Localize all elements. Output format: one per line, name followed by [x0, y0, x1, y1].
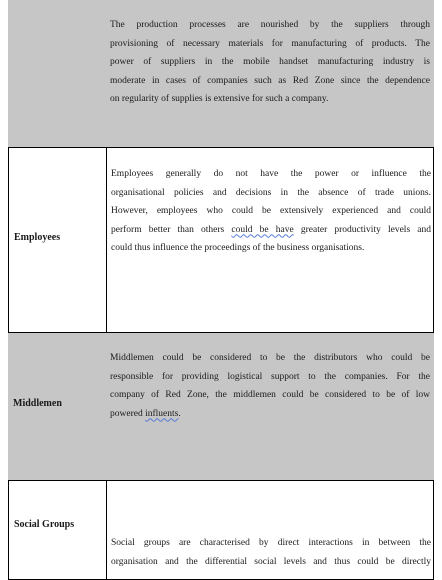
- middlemen-label: Middlemen: [13, 398, 62, 409]
- spelling-squiggle[interactable]: influents: [145, 408, 179, 419]
- employees-label: Employees: [14, 232, 61, 243]
- grammar-squiggle[interactable]: could be have: [231, 224, 294, 235]
- column-divider: [106, 481, 107, 579]
- column-divider: [106, 148, 107, 332]
- employees-row: [8, 147, 434, 333]
- employees-description: Employees generally do not have the power or influence the organisational policies and decisions in the absence of trade unions. However, employees who could be extensively experienced and could perform better than others could be have greater productivity levels and could thus influence the proceedings of the business organisations.: [111, 169, 432, 253]
- middlemen-row: [8, 333, 434, 480]
- suppliers-description: The production processes are nourished by the suppliers through provisioning of necessary materials for manufacturing of products. The power of suppliers in the mobile handset manufacturing industry is moderate in cases of companies such as Red Zone since the dependence on regularity of supplies is extensive for such a company.: [110, 20, 430, 104]
- social-groups-row: [8, 480, 434, 580]
- middlemen-description: Middlemen could be considered to be the distributors who could be responsible for providing logistical support to the companies. For the company of Red Zone, the middlemen could be considered to be of low powered influents.: [110, 353, 430, 419]
- suppliers-row: [8, 0, 434, 147]
- social-groups-label: Social Groups: [14, 519, 75, 530]
- social-groups-description: Social groups are characterised by direct interactions in between the organisation and the differential social levels and thus could be directly: [111, 538, 431, 567]
